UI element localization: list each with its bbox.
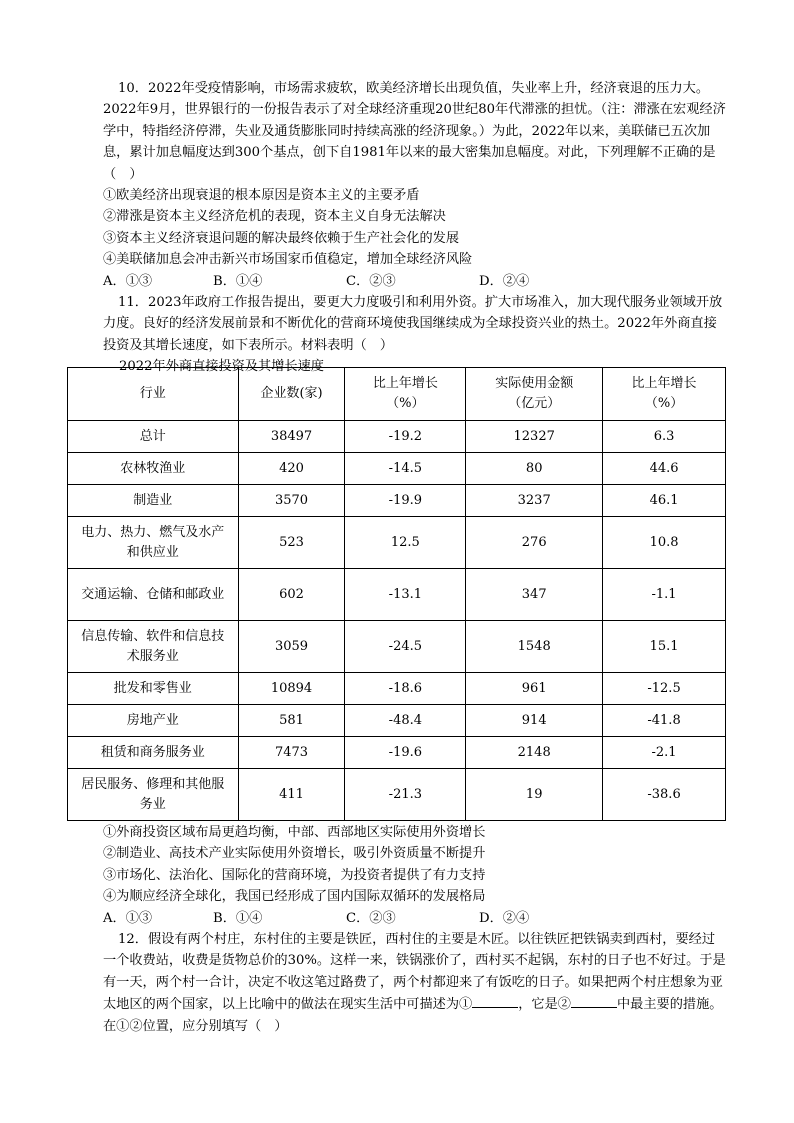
cell: 420 xyxy=(238,453,345,485)
table-row xyxy=(68,769,726,821)
cell-industry: 制造业 xyxy=(68,485,239,517)
q10-choice-d[interactable]: D．②④ xyxy=(479,273,530,289)
q10-statement-3: ③资本主义经济衰退问题的解决最终依赖于生产社会化的发展 xyxy=(103,230,460,246)
header-industry: 行业 xyxy=(68,368,239,421)
cell: -19.6 xyxy=(345,737,466,769)
header-amount-growth: 比上年增长（%） xyxy=(603,368,726,421)
cell: 6.3 xyxy=(603,421,726,453)
cell: 10.8 xyxy=(603,517,726,569)
table-row xyxy=(68,673,726,705)
cell-industry: 农林牧渔业 xyxy=(68,453,239,485)
cell: -41.8 xyxy=(603,705,726,737)
q12-blank-2[interactable] xyxy=(571,993,617,1008)
cell: 1548 xyxy=(466,621,603,673)
cell: -13.1 xyxy=(345,569,466,621)
table-row xyxy=(68,621,726,673)
cell: 38497 xyxy=(238,421,345,453)
table-row xyxy=(68,485,726,517)
cell: 523 xyxy=(238,517,345,569)
q11-table-title: 2022年外商直接投资及其增长速度 xyxy=(119,359,324,375)
q10-choice-b[interactable]: B．①④ xyxy=(213,273,263,289)
q10-choices xyxy=(103,271,727,292)
cell: -2.1 xyxy=(603,737,726,769)
question-10 xyxy=(103,78,727,378)
cell: 2148 xyxy=(466,737,603,769)
q12-stem-part-2: ，它是② xyxy=(518,997,571,1013)
q10-statement-1: ①欧美经济出现衰退的根本原因是资本主义的主要矛盾 xyxy=(103,188,420,204)
question-11-options xyxy=(103,822,727,1037)
cell: 3570 xyxy=(238,485,345,517)
cell: 10894 xyxy=(238,673,345,705)
cell: -19.9 xyxy=(345,485,466,517)
table-row xyxy=(68,705,726,737)
table-row xyxy=(68,421,726,453)
q11-statement-4: ④为顺应经济全球化，我国已经形成了国内国际双循环的发展格局 xyxy=(103,889,486,905)
q11-choice-d[interactable]: D．②④ xyxy=(479,910,530,926)
table-row xyxy=(68,737,726,769)
cell: 80 xyxy=(466,453,603,485)
cell: 19 xyxy=(466,769,603,821)
q11-statement-2: ②制造业、高技术产业实际使用外资增长，吸引外资质量不断提升 xyxy=(103,846,486,862)
cell: 12327 xyxy=(466,421,603,453)
cell-industry: 信息传输、软件和信息技术服务业 xyxy=(68,621,239,673)
q11-choice-a[interactable]: A．①③ xyxy=(103,910,153,926)
cell: 581 xyxy=(238,705,345,737)
cell: -38.6 xyxy=(603,769,726,821)
q10-choice-a[interactable]: A．①③ xyxy=(103,273,153,289)
q12-blank-1[interactable] xyxy=(472,993,518,1008)
q11-choices xyxy=(103,908,727,929)
q11-choice-c[interactable]: C．②③ xyxy=(346,910,396,926)
table-row xyxy=(68,569,726,621)
cell: -12.5 xyxy=(603,673,726,705)
cell: 15.1 xyxy=(603,621,726,673)
cell: -48.4 xyxy=(345,705,466,737)
q11-table xyxy=(67,367,726,821)
header-company-growth: 比上年增长（%） xyxy=(345,368,466,421)
cell-industry: 居民服务、修理和其他服务业 xyxy=(68,769,239,821)
table-row xyxy=(68,517,726,569)
cell: 3237 xyxy=(466,485,603,517)
cell: 276 xyxy=(466,517,603,569)
cell: 3059 xyxy=(238,621,345,673)
q11-statement-1: ①外商投资区域布局更趋均衡，中部、西部地区实际使用外资增长 xyxy=(103,825,486,840)
table-row xyxy=(68,453,726,485)
q11-statement-3: ③市场化、法治化、国际化的营商环境，为投资者提供了有力支持 xyxy=(103,867,486,883)
cell: -18.6 xyxy=(345,673,466,705)
cell: -1.1 xyxy=(603,569,726,621)
cell: -21.3 xyxy=(345,769,466,821)
q12-stem-part-1: 12．假设有两个村庄，东村住的主要是铁匠，西村住的主要是木匠。以往铁匠把铁锅卖到西村，要经过一个收费站，收费是货物总价的30%。这样一来，铁锅涨价了，西村买不起锅，东村的日子也不好过。于是有一天，两个村一合计，决定不收这笔过路费了，两个村都迎来了有饭吃的日子。如果把两个村庄想象为亚太地区的两个国家，以上比喻中的做法在现实生活中可描述为① xyxy=(103,932,726,1013)
q10-statement-2: ②滞涨是资本主义经济危机的表现，资本主义自身无法解决 xyxy=(103,209,446,225)
cell: 347 xyxy=(466,569,603,621)
cell-industry: 房地产业 xyxy=(68,705,239,737)
cell-industry: 租赁和商务服务业 xyxy=(68,737,239,769)
cell-industry: 总计 xyxy=(68,421,239,453)
cell: 44.6 xyxy=(603,453,726,485)
cell: 602 xyxy=(238,569,345,621)
cell: 411 xyxy=(238,769,345,821)
cell-industry: 交通运输、仓储和邮政业 xyxy=(68,569,239,621)
header-amount: 实际使用金额（亿元） xyxy=(466,368,603,421)
cell: -19.2 xyxy=(345,421,466,453)
cell: 12.5 xyxy=(345,517,466,569)
header-companies: 企业数(家) xyxy=(238,368,345,421)
cell: 7473 xyxy=(238,737,345,769)
q10-statement-4: ④美联储加息会冲击新兴市场国家币值稳定，增加全球经济风险 xyxy=(103,252,473,268)
cell-industry: 批发和零售业 xyxy=(68,673,239,705)
cell: -14.5 xyxy=(345,453,466,485)
q12-stem xyxy=(103,929,727,1037)
q11-stem: 11．2023年政府工作报告提出，要更大力度吸引和利用外资。扩大市场准入，加大现代服务业领域开放力度。良好的经济发展前景和不断优化的营商环境使我国继续成为全球投资兴业的热土。2022年外商直接投资及其增长速度，如下表所示。材料表明（ ） xyxy=(103,295,723,353)
cell: 46.1 xyxy=(603,485,726,517)
cell: 914 xyxy=(466,705,603,737)
q10-choice-c[interactable]: C．②③ xyxy=(346,273,396,289)
cell: -24.5 xyxy=(345,621,466,673)
cell-industry: 电力、热力、燃气及水产和供应业 xyxy=(68,517,239,569)
table-header-row xyxy=(68,368,726,421)
q10-stem: 10．2022年受疫情影响，市场需求疲软，欧美经济增长出现负值，失业率上升，经济衰退的压力大。2022年9月，世界银行的一份报告表示了对全球经济重现20世纪80年代滞涨的担忧。（注：滞涨在宏观经济学中，特指经济停滞，失业及通货膨胀同时持续高涨的经济现象。）为此，2022年以来，美联储已五次加息，累计加息幅度达到300个基点，创下自1981年以来的最大密集加息幅度。对此，下列理解不正确的是（ ） xyxy=(103,81,726,182)
cell: 961 xyxy=(466,673,603,705)
q12-stem-part-3: 中最主要的措施。在①②位置，应分别填写（ ） xyxy=(103,997,723,1034)
q11-choice-b[interactable]: B．①④ xyxy=(213,910,263,926)
